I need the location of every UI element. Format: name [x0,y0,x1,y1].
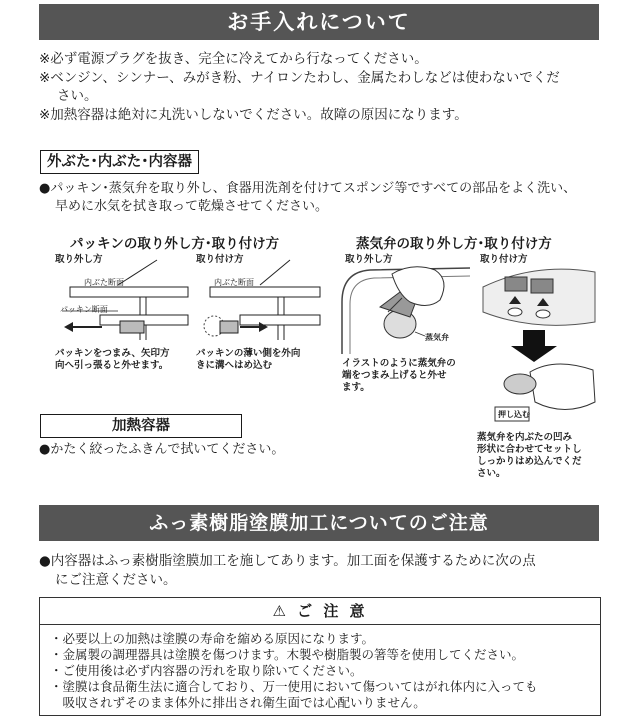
valve-remove-caption: イラストのように蒸気弁の [342,358,456,369]
packing-attach-caption-2: きに溝へはめ込む [196,360,273,371]
valve-attach-illustration [475,262,600,427]
caution-box [39,597,601,716]
valve-remove-caption-2: 端をつまみ上げると外せ [342,370,447,381]
lid-instructions: ●パッキン･蒸気弁を取り外し、食器用洗剤を付けてスポンジ等ですべての部品をよく洗い、 [39,181,577,196]
note-line: ※ベンジン、シンナー、みがき粉、ナイロンたわし、金属たわしなどは使わないでくだ [39,70,560,86]
valve-attach-caption: 蒸気弁を内ぶたの凹み [477,432,573,443]
inner-lid-section-label-2: 内ぶた断面 [214,278,254,287]
valve-attach-caption-3: しっかりはめ込んでくだ [477,456,582,467]
coating-banner: ふっ素樹脂塗膜加工についてのご注意 [39,505,599,541]
valve-remove-illustration [340,262,475,357]
note-line: ※必ず電源プラグを抜き、完全に冷えてから行なってください。 [39,51,428,67]
caution-item: ・ご使用後は必ず内容器の汚れを取り除いてください。 [50,663,363,678]
valve-title: 蒸気弁の取り外し方･取り付け方 [356,236,552,252]
caution-item: 吸収されずそのまま体外に排出され衛生面では心配いりません。 [50,695,426,710]
coating-text: ●内容器はふっ素樹脂塗膜加工を施してあります。加工面を保護するために次の点 [39,553,536,569]
coating-text-cont: にご注意ください。 [55,572,177,588]
section-heading-lid: 外ぶた･内ぶた･内容器 [40,150,199,174]
lid-instructions-cont: 早めに水気を拭き取って乾燥させてください。 [55,199,329,214]
packing-remove-caption: パッキンをつまみ、矢印方 [55,348,170,359]
packing-attach-diagram [190,260,320,350]
packing-attach-caption: パッキンの薄い側を外向 [196,348,301,359]
packing-section-label: パッキン断面 [60,305,108,314]
valve-remove-label: 取り外し方 [345,254,393,265]
packing-remove-caption-2: 向へ引っ張ると外せます。 [55,360,169,371]
valve-attach-caption-4: さい。 [477,468,506,479]
caution-list [50,631,595,711]
push-label: 押し込む [498,410,530,419]
note-line: さい。 [57,88,98,104]
caution-item: ・必要以上の加熱は塗膜の寿命を縮める原因になります。 [50,631,375,646]
caution-item: ・塗膜は食品衛生法に適合しており、万一使用において傷ついてはがれ体内に入っても [50,679,538,694]
valve-attach-label: 取り付け方 [480,254,528,265]
valve-remove-caption-3: ます。 [342,382,370,393]
section-heading-container: 加熱容器 [40,414,242,438]
header-banner: お手入れについて [39,4,599,40]
valve-attach-caption-2: 形状に合わせてセットし [477,444,582,455]
packing-title: パッキンの取り外し方･取り付け方 [70,236,280,252]
inner-lid-section-label: 内ぶた断面 [84,278,124,287]
packing-attach-label: 取り付け方 [196,254,244,265]
packing-remove-label: 取り外し方 [55,254,103,265]
container-instructions: ●かたく絞ったふきんで拭いてください。 [39,442,285,457]
caution-title: ⚠ ご 注 意 [40,598,600,625]
valve-label: 蒸気弁 [425,333,449,342]
note-line: ※加熱容器は絶対に丸洗いしないでください。故障の原因になります。 [39,107,468,123]
caution-item: ・金属製の調理器具は塗膜を傷つけます。木製や樹脂製の箸等を使用してください。 [50,647,525,662]
